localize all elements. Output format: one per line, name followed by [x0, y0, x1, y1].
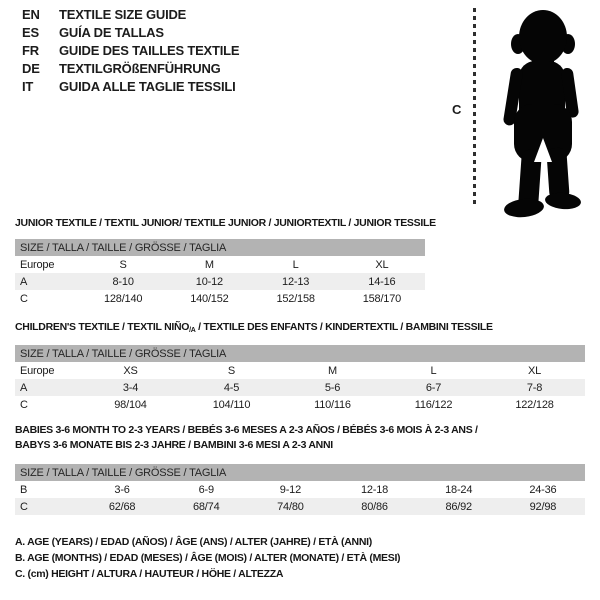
height-dashed-line [473, 8, 476, 208]
row-label: C [15, 498, 80, 515]
cell-value: 3-4 [80, 379, 181, 396]
size-header-row [15, 239, 425, 256]
table-row [15, 396, 585, 413]
cell-value: L [292, 258, 299, 271]
table-row [15, 256, 425, 273]
cell-value: 6-7 [383, 379, 484, 396]
lang-label: GUIDA ALLE TAGLIE TESSILI [59, 79, 236, 94]
legend-line-a: A. AGE (YEARS) / EDAD (AÑOS) / ÂGE (ANS) / ALTER (JAHRE) / ETÀ (ANNI) [15, 536, 372, 548]
row-label: Europe [20, 364, 55, 377]
cell-value: 128/140 [103, 292, 143, 305]
cell-value: XL [375, 258, 389, 271]
lang-code: IT [22, 79, 34, 94]
height-measure-label: C [452, 102, 462, 117]
lang-code: ES [22, 25, 39, 40]
cell-value: 152/158 [276, 292, 315, 305]
lang-label: TEXTILE SIZE GUIDE [59, 7, 187, 22]
lang-row-en [22, 6, 239, 24]
row-label: A [15, 379, 80, 396]
lang-row-es [22, 24, 239, 42]
size-table-babies [15, 464, 585, 515]
cell-value: M [328, 364, 337, 377]
cell-value: 24-36 [529, 483, 557, 496]
row-label: B [20, 483, 28, 496]
cell-value: 3-6 [114, 483, 130, 496]
lang-row-it [22, 78, 239, 96]
cell-value: 18-24 [445, 483, 473, 496]
cell-value: 8-10 [80, 273, 166, 290]
lang-label: TEXTILGRÖßENFÜHRUNG [59, 61, 221, 76]
legend-line-c: C. (cm) HEIGHT / ALTURA / HAUTEUR / HÖHE / ALTEZZA [15, 568, 284, 580]
lang-row-fr [22, 42, 239, 60]
cell-value: 158/170 [362, 292, 402, 305]
table-row [15, 379, 585, 396]
cell-value: 68/74 [164, 498, 248, 515]
table-row [15, 498, 585, 515]
row-label: Europe [20, 258, 55, 271]
lang-row-de [22, 60, 239, 78]
row-label: C [20, 398, 28, 411]
section-title-text: CHILDREN'S TEXTILE / TEXTIL NIÑO [15, 321, 190, 333]
size-header-row [15, 464, 585, 481]
size-header-row [15, 345, 585, 362]
section-title-text: /A [189, 327, 196, 334]
section-title-text: BABYS 3-6 MONATE BIS 2-3 JAHRE / BAMBINI 3-6 MESI A 2-3 ANNI [15, 439, 333, 451]
cell-value: XS [123, 364, 138, 377]
size-table-junior [15, 239, 425, 307]
cell-value: 116/122 [414, 398, 453, 411]
toddler-silhouette-icon [489, 8, 591, 218]
height-measure-figure [445, 6, 595, 218]
table-row [15, 273, 425, 290]
cell-value: XL [527, 364, 542, 377]
cell-value: 62/68 [80, 498, 164, 515]
cell-value: S [119, 258, 127, 271]
section-title-text: JUNIOR TEXTILE / TEXTIL JUNIOR/ TEXTILE JUNIOR / JUNIORTEXTIL / JUNIOR TESSILE [15, 217, 436, 229]
lang-code: EN [22, 7, 40, 22]
section-title-junior [15, 216, 593, 231]
lang-label: GUIDE DES TAILLES TEXTILE [59, 43, 240, 58]
lang-code: DE [22, 61, 40, 76]
row-label: C [20, 292, 28, 305]
size-header-band: SIZE / TALLA / TAILLE / GRÖSSE / TAGLIA [15, 345, 585, 362]
language-header [22, 6, 239, 96]
cell-value: 80/86 [332, 498, 416, 515]
measure-legend [15, 534, 400, 582]
cell-value: 110/116 [314, 398, 351, 411]
cell-value: 4-5 [181, 379, 282, 396]
cell-value: 7-8 [484, 379, 585, 396]
lang-code: FR [22, 43, 39, 58]
size-table-children [15, 345, 585, 413]
cell-value: 92/98 [501, 498, 585, 515]
size-header-band: SIZE / TALLA / TAILLE / GRÖSSE / TAGLIA [15, 239, 425, 256]
cell-value: 98/104 [114, 398, 147, 411]
cell-value: 14-16 [339, 273, 425, 290]
cell-value: 9-12 [279, 483, 301, 496]
cell-value: S [227, 364, 236, 377]
table-row [15, 362, 585, 379]
cell-value: 74/80 [248, 498, 332, 515]
section-title-children [15, 320, 593, 338]
cell-value: M [204, 258, 214, 271]
size-header-band: SIZE / TALLA / TAILLE / GRÖSSE / TAGLIA [15, 464, 585, 481]
lang-label: GUÍA DE TALLAS [59, 25, 164, 40]
legend-line-b: B. AGE (MONTHS) / EDAD (MESES) / ÂGE (MOIS) / ALTER (MONATE) / ETÀ (MESI) [15, 552, 401, 564]
row-label: A [15, 273, 80, 290]
cell-value: 104/110 [212, 398, 251, 411]
cell-value: 12-18 [360, 483, 389, 496]
section-title-text: BABIES 3-6 MONTH TO 2-3 YEARS / BEBÉS 3-6 MESES A 2-3 AÑOS / BÉBÉS 3-6 MOIS À 2-3 ANS / [15, 424, 478, 436]
section-title-text: / TEXTILE DES ENFANTS / KINDERTEXTIL / BAMBINI TESSILE [195, 321, 493, 333]
cell-value: 6-9 [198, 483, 214, 496]
cell-value: 122/128 [515, 398, 554, 411]
section-title-babies [15, 423, 593, 453]
cell-value: 12-13 [253, 273, 339, 290]
table-row [15, 481, 585, 498]
cell-value: 5-6 [282, 379, 383, 396]
table-row [15, 290, 425, 307]
cell-value: 140/152 [190, 292, 229, 305]
cell-value: 10-12 [166, 273, 252, 290]
cell-value: L [430, 364, 437, 377]
cell-value: 86/92 [417, 498, 501, 515]
